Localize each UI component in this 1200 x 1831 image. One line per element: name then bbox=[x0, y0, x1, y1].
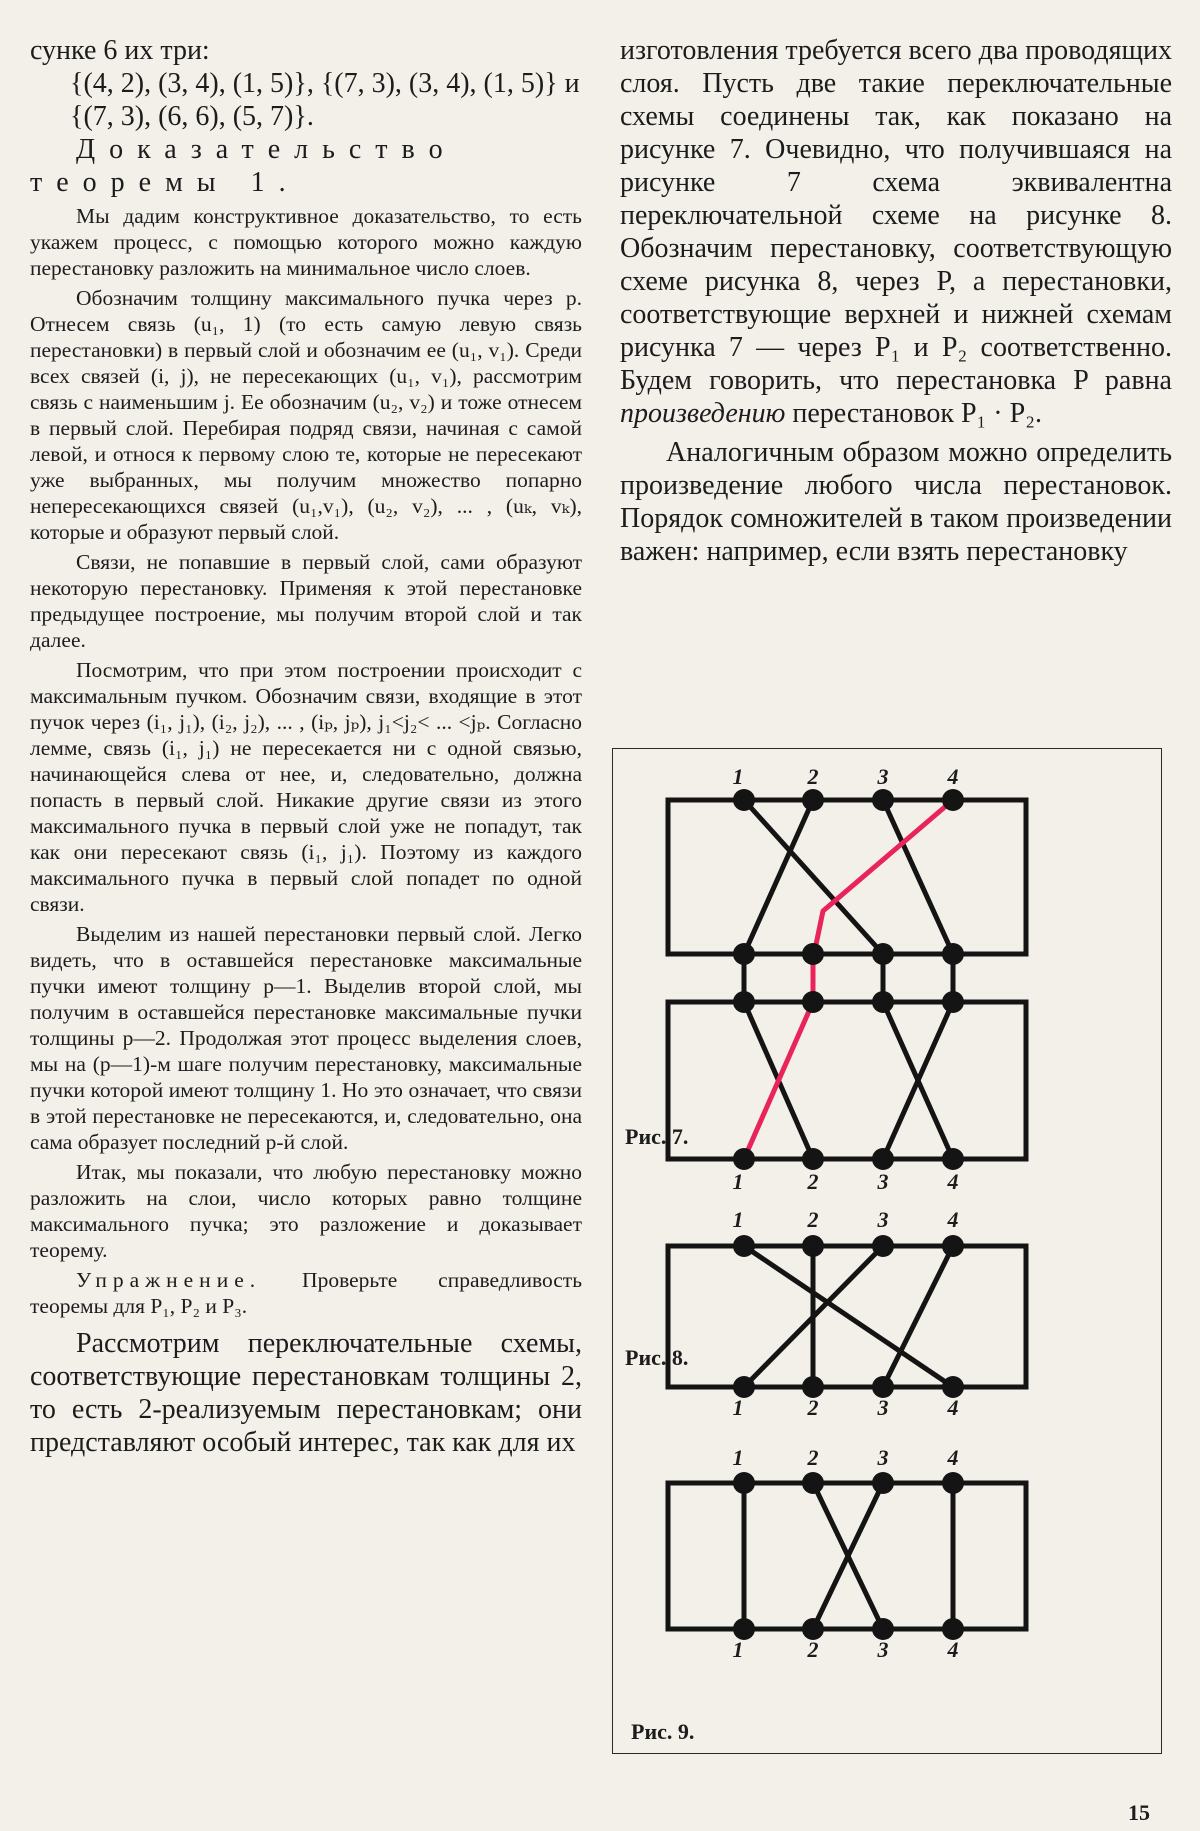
fig7-node-1 bbox=[733, 991, 755, 1013]
fig7-node-label-1: 1 bbox=[732, 764, 744, 789]
product-text: изготовления требуется всего два проводящих слоя. Пусть две такие переключательные схемы соединены так, как показано на рисунке 7. Очевидно, что получившаяся на рисунке 7 схема эквивалентна переключательной схеме на рисунке 8. Обозначим перестановку, соответствующую схеме рисунка 8, через P, а перестановки, соответствующие верхней и нижней схемам рисунка 7 — через P₁ и P₂ соответственно. Будем говорить, что перестановка P равна bbox=[620, 35, 1173, 396]
fig7-node-label-1: 1 bbox=[732, 1169, 744, 1194]
fig9-node-1 bbox=[733, 1472, 755, 1494]
left-column bbox=[30, 34, 582, 1459]
fig9-node-label-4: 4 bbox=[947, 1637, 959, 1662]
exercise-label: Упражнение. bbox=[76, 1268, 262, 1292]
fig7-node-1 bbox=[733, 943, 755, 965]
fig7-node-label-3: 3 bbox=[877, 764, 889, 789]
fig8-node-1 bbox=[733, 1235, 755, 1257]
fig7-node-4 bbox=[942, 991, 964, 1013]
page-number: 15 bbox=[1128, 1800, 1150, 1825]
fig8-node-3 bbox=[872, 1235, 894, 1257]
fig7-node-2 bbox=[802, 1148, 824, 1170]
paragraph-first-layer: Обозначим толщину максимального пучка через p. Отнесем связь (u₁, 1) (то есть самую левую связь перестановки) в первый слой и обозначим ее (u₁, v₁). Среди всех связей (i, j), не пересекающих (u₁, v₁), рассмотрим связь с наименьшим j. Ее обозначим (u₂, v₂) и тоже отнесем в первый слой. Перебирая подряд связи, начиная с самой левой, и относя к первому слою те, которые не пересекают уже выбранных, мы получим множество попарно непересекающихся связей (u₁,v₁), (u₂, v₂), ... , (uₖ, vₖ), которые и образуют первый слой. bbox=[30, 286, 582, 544]
paragraph-max-bundle: Посмотрим, что при этом построении происходит с максимальным пучком. Обозначим связи, входящие в этот пучок через (i₁, j₁), (i₂, j₂), ... , (iₚ, jₚ), j₁<j₂< ... <jₚ. Согласно лемме, связь (i₁, j₁) не пересекается ни с одной связью, начинающейся слева от нее, и, следовательно, должна попасть в первый слой. Никакие другие связи из этого максимального пучка в первый слой уже не попадут, так как они пересекают связь (i₁, j₁). Поэтому из каждого максимального пучка в первый слой попадет по одной связи. bbox=[30, 658, 582, 916]
exercise-text: Проверьте справедливость теоремы для P₁, P₂ и P₃. bbox=[30, 1268, 583, 1318]
fig9-node-label-3: 3 bbox=[877, 1637, 889, 1662]
figures-panel bbox=[612, 748, 1162, 1754]
exercise-paragraph bbox=[30, 1267, 582, 1319]
highlighted-path bbox=[744, 800, 953, 1159]
fig8-link-1 bbox=[744, 1246, 953, 1387]
paragraph-factor-order: Аналогичным образом можно определить произведение любого числа перестановок. Порядок сомножителей в таком произведении важен: например, если взять перестановку bbox=[620, 437, 1172, 567]
product-text-end: перестановок P₁ · P₂. bbox=[792, 398, 1042, 429]
fig8-node-label-1: 1 bbox=[732, 1207, 744, 1232]
fig9-node-2 bbox=[802, 1472, 824, 1494]
paragraph-constructive: Мы дадим конструктивное доказательство, то есть укажем процесс, с помощью которого можно каждую перестановку разложить на минимальное число слоев. bbox=[30, 204, 582, 280]
fig7-node-3 bbox=[872, 1148, 894, 1170]
fig9-caption: Рис. 9. bbox=[631, 1719, 695, 1744]
switching-diagrams bbox=[613, 749, 1161, 1753]
fig7-node-3 bbox=[872, 991, 894, 1013]
right-column bbox=[620, 34, 1172, 568]
fig8-node-label-4: 4 bbox=[947, 1395, 959, 1420]
wire-layer bbox=[668, 800, 1026, 1629]
fig7-node-4 bbox=[942, 1148, 964, 1170]
fig9-node-label-2: 2 bbox=[807, 1445, 819, 1470]
product-term: произведению bbox=[620, 398, 786, 429]
fig9-node-label-3: 3 bbox=[877, 1445, 889, 1470]
fig7-lower-frame bbox=[668, 1002, 1026, 1159]
fig9-node-3 bbox=[872, 1472, 894, 1494]
fig7-node-label-4: 4 bbox=[947, 764, 959, 789]
fig8-node-2 bbox=[802, 1235, 824, 1257]
fig9-node-label-1: 1 bbox=[732, 1637, 744, 1662]
fig8-node-label-2: 2 bbox=[807, 1395, 819, 1420]
fig7-caption: Рис. 7. bbox=[625, 1124, 689, 1149]
example-sets: {(4, 2), (3, 4), (1, 5)}, {(7, 3), (3, 4), (1, 5)} и {(7, 3), (6, 6), (5, 7)}. bbox=[70, 68, 580, 132]
fig7-upper-link-3 bbox=[883, 800, 953, 954]
fig9-node-label-2: 2 bbox=[807, 1637, 819, 1662]
fig7-node-label-2: 2 bbox=[807, 1169, 819, 1194]
fig7-node-1 bbox=[733, 1148, 755, 1170]
fig7-node-3 bbox=[872, 789, 894, 811]
highlighted-link bbox=[744, 800, 953, 1159]
fig8-node-label-2: 2 bbox=[807, 1207, 819, 1232]
fig7-node-label-3: 3 bbox=[877, 1169, 889, 1194]
fig7-node-4 bbox=[942, 943, 964, 965]
paragraph-switching-schemes: Рассмотрим переключательные схемы, соответствующие перестановкам толщины 2, то есть 2-реализуемым перестановкам; они представляют особый интерес, так как для их bbox=[30, 1328, 582, 1458]
fig9-node-label-1: 1 bbox=[732, 1445, 744, 1470]
fig9-node-label-4: 4 bbox=[947, 1445, 959, 1470]
fig7-upper-link-2 bbox=[744, 800, 813, 954]
fig8-node-label-3: 3 bbox=[877, 1395, 889, 1420]
fig8-node-label-1: 1 bbox=[732, 1395, 744, 1420]
left-intro-line: сунке 6 их три: bbox=[30, 35, 210, 66]
fig9-node-4 bbox=[942, 1472, 964, 1494]
fig7-node-2 bbox=[802, 943, 824, 965]
fig8-caption: Рис. 8. bbox=[625, 1345, 689, 1370]
fig8-node-label-3: 3 bbox=[877, 1207, 889, 1232]
paragraph-second-layer: Связи, не попавшие в первый слой, сами образуют некоторую перестановку. Применяя к этой перестановке предыдущее построение, мы получим второй слой и так далее. bbox=[30, 550, 582, 652]
fig7-node-1 bbox=[733, 789, 755, 811]
proof-heading: Доказательство теоремы 1. bbox=[30, 134, 457, 198]
fig7-node-2 bbox=[802, 991, 824, 1013]
fig7-node-4 bbox=[942, 789, 964, 811]
fig7-upper-frame bbox=[668, 800, 1026, 954]
paragraph-conclusion: Итак, мы показали, что любую перестановку можно разложить на слои, число которых равно толщине максимального пучка; это разложение и доказывает теорему. bbox=[30, 1160, 582, 1262]
fig7-node-label-2: 2 bbox=[807, 764, 819, 789]
paragraph-layer-extraction: Выделим из нашей перестановки первый слой. Легко видеть, что в оставшейся перестановке максимальные пучки имеют толщину p—1. Выделив второй слой, мы получим в оставшейся перестановке максимальные пучки толщины p—2. Продолжая этот процесс выделения слоев, мы на (p—1)-м шаге получим перестановку, максимальные пучки которой имеют толщину 1. Но это означает, что связи в этой перестановке не пересекаются, и, следовательно, она сама образует последний p-й слой. bbox=[30, 922, 582, 1154]
fig7-node-2 bbox=[802, 789, 824, 811]
fig7-node-3 bbox=[872, 943, 894, 965]
paragraph-product-definition bbox=[620, 34, 1172, 430]
fig8-node-label-4: 4 bbox=[947, 1207, 959, 1232]
fig7-node-label-4: 4 bbox=[947, 1169, 959, 1194]
fig8-node-4 bbox=[942, 1235, 964, 1257]
